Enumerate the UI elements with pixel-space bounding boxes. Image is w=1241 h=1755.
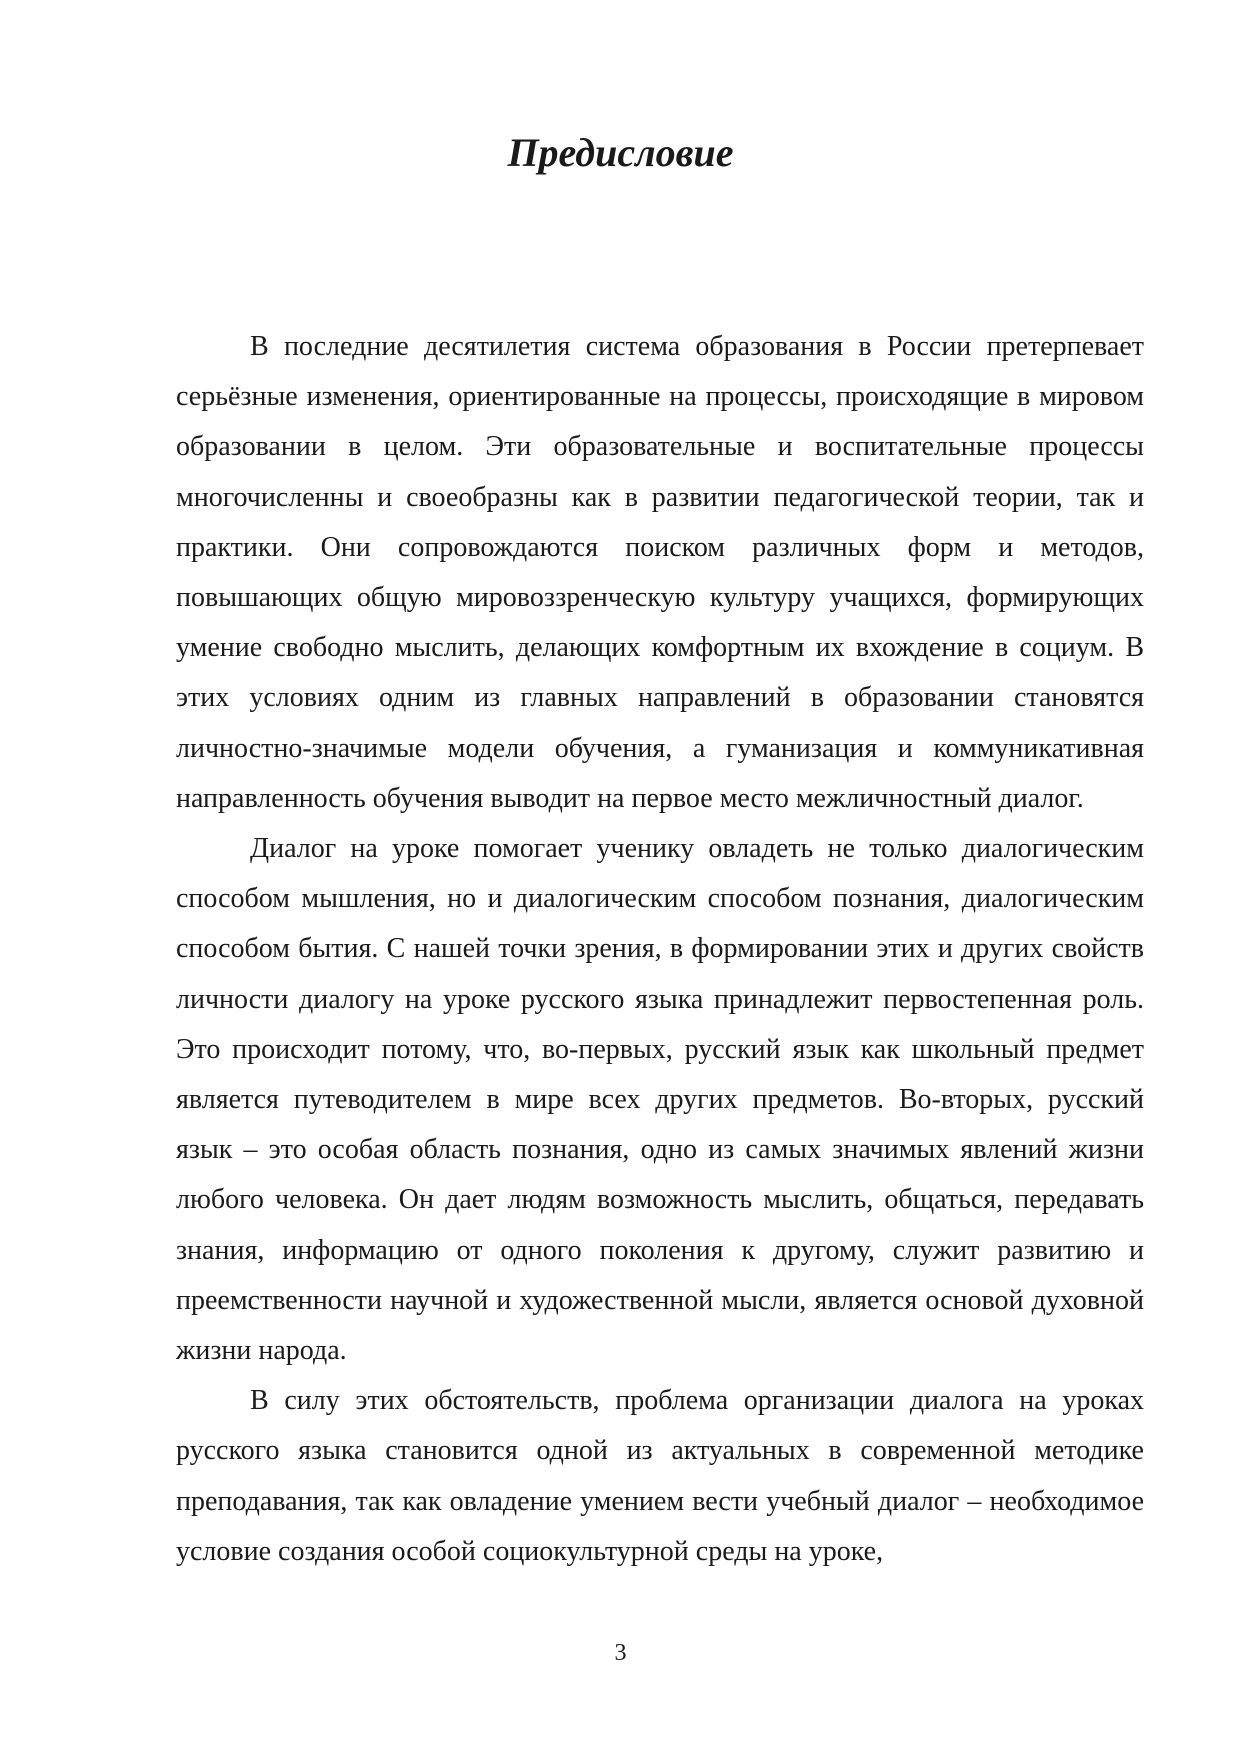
- paragraph-2: Диалог на уроке помогает ученику овладеть не только диалогическим способом мышления, но и диалогическим способом познания, диалогическим способом бытия. С нашей точки зрения, в формировании этих и других свойств личности диалогу на уроке русского языка принадлежит первостепенная роль. Это происходит потому, что, во-первых, русский язык как школьный предмет является путеводителем в мире всех других предметов. Во-вторых, русский язык – это особая область познания, одно из самых значимых явлений жизни любого человека. Он дает людям возможность мыслить, общаться, передавать знания, информацию от одного поколения к другому, служит развитию и преемственности научной и художественной мысли, является основой духовной жизни народа.: [176, 833, 1144, 1367]
- page-number: 3: [614, 1640, 627, 1666]
- page-title: Предисловие: [507, 130, 734, 175]
- paragraph-1: В последние десятилетия система образования в России претерпевает серьёзные изменения, ориентированные на процессы, происходящие в мировом образовании в целом. Эти образовательные и воспитательные процессы многочисленны и своеобразны как в развитии педагогической теории, так и практики. Они сопровождаются поиском различных форм и методов, повышающих общую мировоззренческую культуру учащихся, формирующих умение свободно мыслить, делающих комфортным их вхождение в социум. В этих условиях одним из главных направлений в образовании становятся личностно-значимые модели обучения, а гуманизация и коммуникативная направленность обучения выводит на первое место межличностный диалог.: [176, 331, 1144, 814]
- body-text: [176, 322, 1144, 1577]
- paragraph-3: В силу этих обстоятельств, проблема организации диалога на уроках русского языка становится одной из актуальных в современной методике преподавания, так как овладение умением вести учебный диалог – необходимое условие создания особой социокультурной среды на уроке,: [176, 1385, 1144, 1567]
